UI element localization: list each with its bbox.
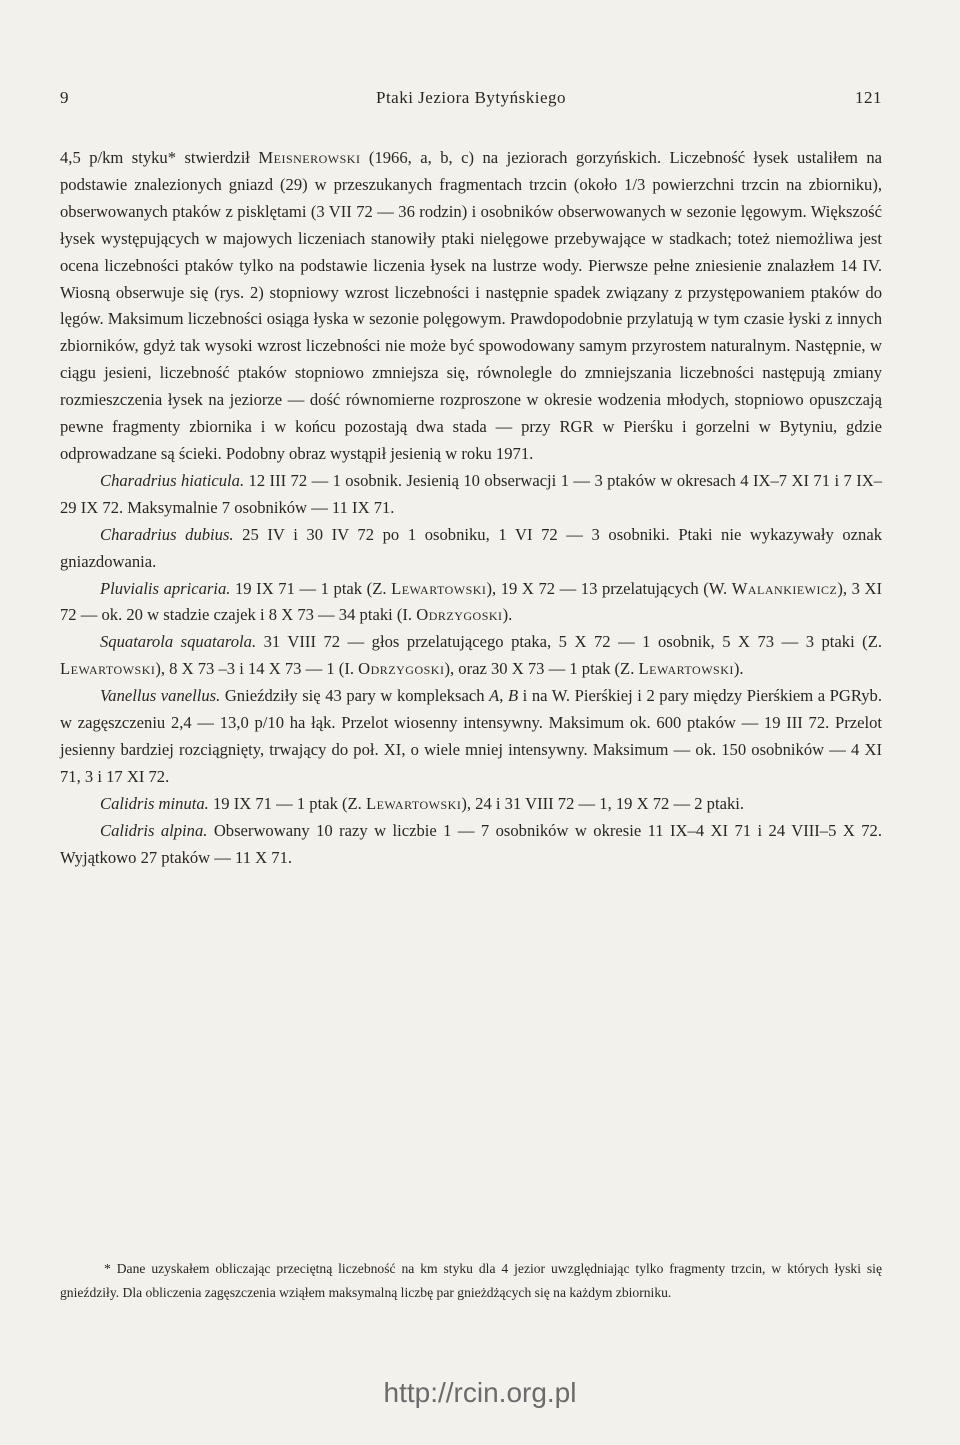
observer-name: Odrzygoski (416, 605, 503, 625)
species-name: Vanellus vanellus. (100, 686, 221, 706)
entry-pluvialis-apricaria (60, 576, 882, 630)
running-header (60, 88, 882, 112)
page-number: 121 (855, 88, 882, 107)
observer-name: Lewartowski (365, 793, 462, 813)
entry-charadrius-hiaticula (60, 468, 882, 522)
entry-text: Obserwowany 10 razy w liczbie 1 — 7 osobników w okresie 11 IX–4 XI 71 i 24 VIII–5 X 72. Wyjątkowo 27 ptaków — 11 X 71. (60, 820, 882, 867)
observer-name: Walankiewicz (731, 578, 838, 598)
running-title: Ptaki Jeziora Bytyńskiego (375, 88, 567, 107)
entry-text: Gnieździły się 43 pary w kompleksach (220, 686, 490, 706)
journal-issue-number: 9 (60, 88, 69, 107)
footnote: * Dane uzyskałem obliczając przeciętną liczebność na km styku dla 4 jezior uwzględniając tylko fragmenty trzcin, w których łyski się gnieździły. Dla obliczenia zagęszczenia wziąłem maksymalną liczbę par gnieżdżących się na każdym zbiorniku. (60, 1261, 882, 1300)
entry-text: 12 III 72 — 1 osobnik. Jesienią 10 obserwacji 1 — 3 ptaków w okresach 4 IX–7 XI 71 i 7 IX–29 IX 72. Maksymalnie 7 osobników — 11 IX 71. (60, 470, 883, 517)
entry-text: 19 IX 71 — 1 ptak (Z. (208, 793, 366, 813)
complex-label-b: B (507, 686, 519, 706)
entry-text: 25 IV i 30 IV 72 po 1 osobniku, 1 VI 72 — 3 osobniki. Ptaki nie wykazywały oznak gniazdowania. (60, 524, 883, 571)
species-name: Pluvialis apricaria. (100, 578, 231, 598)
entry-charadrius-dubius (60, 522, 882, 576)
text-run: (1966, a, b, c) na jeziorach gorzyńskich. Liczebność łysek ustaliłem na podstawie znalezionych gniazd (29) w przeszukanych fragmentach trzcin (około 1/3 powierzchni trzcin na zbiorniku), obserwowanych ptaków z pisklętami (3 VII 72 — 36 rodzin) i osobników obserwowanych w sezonie lęgowym. Większość łysek występujących w majowych liczeniach stanowiły ptaki nielęgowe przebywające w stadkach; toteż niemożliwa jest ocena liczebności ptaków tylko na podstawie liczenia łysek na lustrze wody. Pierwsze pełne zniesienie znalazłem 14 IV. Wiosną obserwuje się (rys. 2) stopniowy wzrost liczebności i następnie spadek związany z przystępowaniem ptaków do lęgów. Maksimum liczebności osiąga łyska w sezonie polęgowym. Prawdopodobnie przylatują w tym czasie łyski z innych zbiorników, gdyż tak wysoki wzrost liczebności nie może być spowodowany samym przyrostem naturalnym. Następnie, w ciągu jesieni, liczebność ptaków stopniowo zmniejsza się, równolegle do zmniejszania liczebności następują zmiany rozmieszczenia łysek na jeziorze — dość równomierne rozproszone w okresie wodzenia młodych, stopniowo opuszczają pewne fragmenty zbiornika i w końcu pozostają dwa stada — przy RGR w Pierśku i gorzelni w Bytyniu, gdzie odprowadzane są ścieki. Podobny obraz wystąpił jesienią w roku 1971. (60, 148, 882, 463)
entry-text: ). (733, 659, 744, 679)
observer-name: Lewartowski (638, 659, 734, 679)
paragraph-coot (60, 145, 882, 468)
watermark-url: http://rcin.org.pl (383, 1377, 577, 1408)
entry-text: ), 24 i 31 VIII 72 — 1, 19 X 72 — 2 ptaki. (461, 793, 745, 813)
entry-text: ), 3 XI 72 — ok. 20 w stadzie czajek i 8 X 73 — 34 ptaki (I. (60, 578, 882, 625)
entry-vanellus-vanellus (60, 683, 882, 791)
text-run: 4,5 p/km styku* stwierdził (60, 148, 259, 167)
complex-label-a: A (489, 686, 500, 706)
entry-text: ), 19 X 72 — 13 przelatujących (W. (486, 578, 732, 598)
species-name: Calidris minuta. (100, 793, 209, 813)
observer-name: Odrzygoski (358, 659, 445, 679)
species-name: Calidris alpina. (100, 820, 208, 840)
entry-text: 31 VIII 72 — głos przelatującego ptaka, 5 X 72 — 1 osobnik, 5 X 73 — 3 ptaki (Z. (256, 632, 882, 652)
entry-text: , (499, 686, 508, 706)
entry-text: i na W. Pierśkiej i 2 pary między Pierśkiem a PGRyb. w zagęszczeniu 2,4 — 13,0 p/10 ha łąk. Przelot wiosenny intensywny. Maksimum ok. 600 ptaków — 19 III 72. Przelot jesienny bardziej rozciągnięty, trwający do poł. XI, o wiele mniej intensywny. Maksimum — ok. 150 osobników — 4 XI 71, 3 i 17 XI 72. (60, 686, 883, 786)
entry-text: ), oraz 30 X 73 — 1 ptak (Z. (444, 659, 639, 679)
entry-text: 19 IX 71 — 1 ptak (Z. (230, 578, 392, 598)
observer-name: Lewartowski (391, 578, 487, 598)
entry-squatarola-squatarola (60, 629, 882, 683)
species-name: Squatarola squatarola. (100, 632, 257, 652)
author-name: Meisnerowski (258, 148, 361, 167)
entry-text: ). (502, 605, 513, 625)
species-name: Charadrius dubius. (100, 524, 234, 544)
entry-text: ), 8 X 73 –3 i 14 X 73 — 1 (I. (155, 659, 359, 679)
body-text (60, 145, 882, 871)
entry-calidris-alpina (60, 818, 882, 872)
entry-calidris-minuta (60, 791, 882, 818)
observer-name: Lewartowski (60, 659, 156, 679)
species-name: Charadrius hiaticula. (100, 470, 245, 490)
